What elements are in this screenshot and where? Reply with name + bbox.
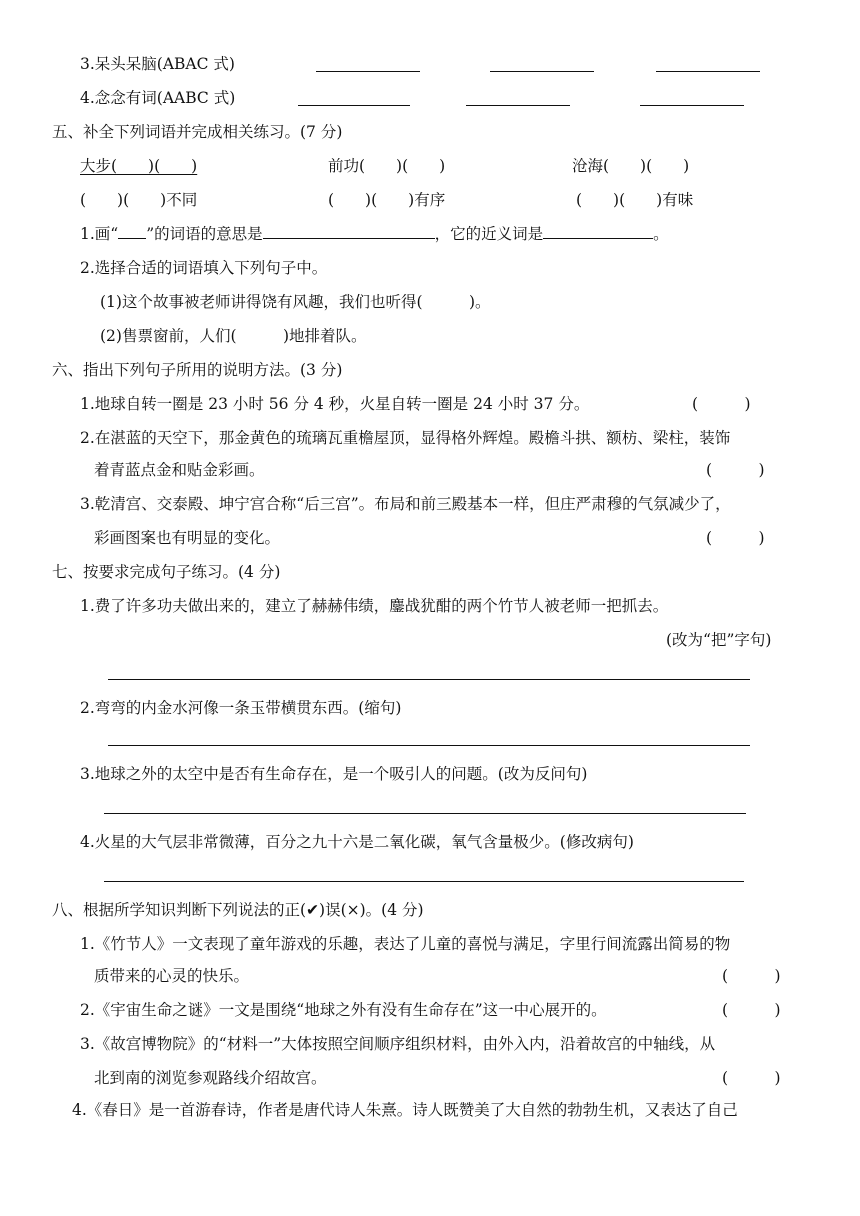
s7-q1: 1.费了许多功夫做出来的，建立了赫赫伟绩，鏖战犹酣的两个竹节人被老师一把抓去。: [80, 597, 669, 615]
item-4-text: 4.念念有词(AABC 式): [80, 89, 236, 107]
answer-paren[interactable]: ( ): [706, 461, 765, 479]
s7-q2: 2.弯弯的内金水河像一条玉带横贯东西。(缩句): [80, 699, 402, 717]
s5-q1-part-d: 。: [653, 225, 669, 243]
answer-line[interactable]: [104, 880, 744, 882]
s5-q2a: (1)这个故事被老师讲得饶有风趣，我们也听得( )。: [100, 293, 491, 311]
synonym-blank[interactable]: [543, 224, 653, 239]
meaning-blank[interactable]: [263, 224, 435, 239]
s6-q2-line2: 着青蓝点金和贴金彩画。: [94, 461, 265, 479]
answer-line[interactable]: [104, 812, 746, 814]
s7-q1-instruction: (改为“把”字句): [666, 631, 772, 649]
item-3-text: 3.呆头呆脑(ABAC 式): [80, 55, 235, 73]
s8-q2: 2.《宇宙生命之谜》一文是围绕“地球之外有没有生命存在”这一中心展开的。: [80, 1001, 607, 1019]
s5-q1-part-c: ，它的近义词是: [434, 225, 544, 243]
s8-q4: 4.《春日》是一首游春诗，作者是唐代诗人朱熹。诗人既赞美了大自然的勃勃生机，又表达了自己: [72, 1101, 738, 1119]
underline-sample: [118, 224, 146, 239]
s6-q2-line1: 2.在湛蓝的天空下，那金黄色的琉璃瓦重檐屋顶，显得格外辉煌。殿檐斗拱、额枋、梁柱，装饰: [80, 429, 731, 447]
idiom-5[interactable]: ( )( )有序: [328, 191, 446, 209]
section-8-heading: 八、根据所学知识判断下列说法的正(✔)误(×)。(4 分): [52, 901, 424, 919]
s5-q1: [80, 224, 669, 244]
idiom-2[interactable]: 前功( )( ): [328, 157, 446, 175]
s5-q2: 2.选择合适的词语填入下列句子中。: [80, 259, 328, 277]
answer-line[interactable]: [108, 678, 750, 680]
answer-blank[interactable]: [298, 104, 410, 106]
s8-q3-line1: 3.《故宫博物院》的“材料一”大体按照空间顺序组织材料，由外入内，沿着故宫的中轴线，从: [80, 1035, 716, 1053]
s7-q4: 4.火星的大气层非常微薄，百分之九十六是二氧化碳，氧气含量极少。(修改病句): [80, 833, 634, 851]
answer-blank[interactable]: [316, 70, 420, 72]
idiom-4[interactable]: ( )( )不同: [80, 191, 198, 209]
idiom-3[interactable]: 沧海( )( ): [572, 157, 690, 175]
answer-blank[interactable]: [466, 104, 570, 106]
idiom-1[interactable]: 大步( )( ): [80, 157, 198, 175]
answer-blank[interactable]: [490, 70, 594, 72]
s7-q3: 3.地球之外的太空中是否有生命存在，是一个吸引人的问题。(改为反问句): [80, 765, 588, 783]
s6-q1: 1.地球自转一圈是 23 小时 56 分 4 秒，火星自转一圈是 24 小时 37 分。: [80, 395, 590, 413]
section-6-heading: 六、指出下列句子所用的说明方法。(3 分): [52, 361, 343, 379]
s8-q3-line2: 北到南的浏览参观路线介绍故宫。: [94, 1069, 327, 1087]
answer-blank[interactable]: [640, 104, 744, 106]
s5-q1-part-a: 1.画“: [80, 225, 119, 243]
s5-q1-part-b: ”的词语的意思是: [146, 225, 263, 243]
answer-line[interactable]: [108, 744, 750, 746]
section-5-heading: 五、补全下列词语并完成相关练习。(7 分): [52, 123, 343, 141]
answer-paren[interactable]: ( ): [722, 1001, 781, 1019]
s8-q1-line2: 质带来的心灵的快乐。: [94, 967, 250, 985]
idiom-6[interactable]: ( )( )有味: [576, 191, 694, 209]
s8-q1-line1: 1.《竹节人》一文表现了童年游戏的乐趣，表达了儿童的喜悦与满足，字里行间流露出简易的物: [80, 935, 731, 953]
answer-paren[interactable]: ( ): [722, 967, 781, 985]
answer-paren[interactable]: ( ): [722, 1069, 781, 1087]
s5-q2b: (2)售票窗前，人们( )地排着队。: [100, 327, 367, 345]
s6-q3-line1: 3.乾清宫、交泰殿、坤宁宫合称“后三宫”。布局和前三殿基本一样，但庄严肃穆的气氛减少了，: [80, 495, 731, 513]
answer-paren[interactable]: ( ): [706, 529, 765, 547]
s6-q3-line2: 彩画图案也有明显的变化。: [94, 529, 281, 547]
answer-paren[interactable]: ( ): [692, 395, 751, 413]
answer-blank[interactable]: [656, 70, 760, 72]
section-7-heading: 七、按要求完成句子练习。(4 分): [52, 563, 281, 581]
